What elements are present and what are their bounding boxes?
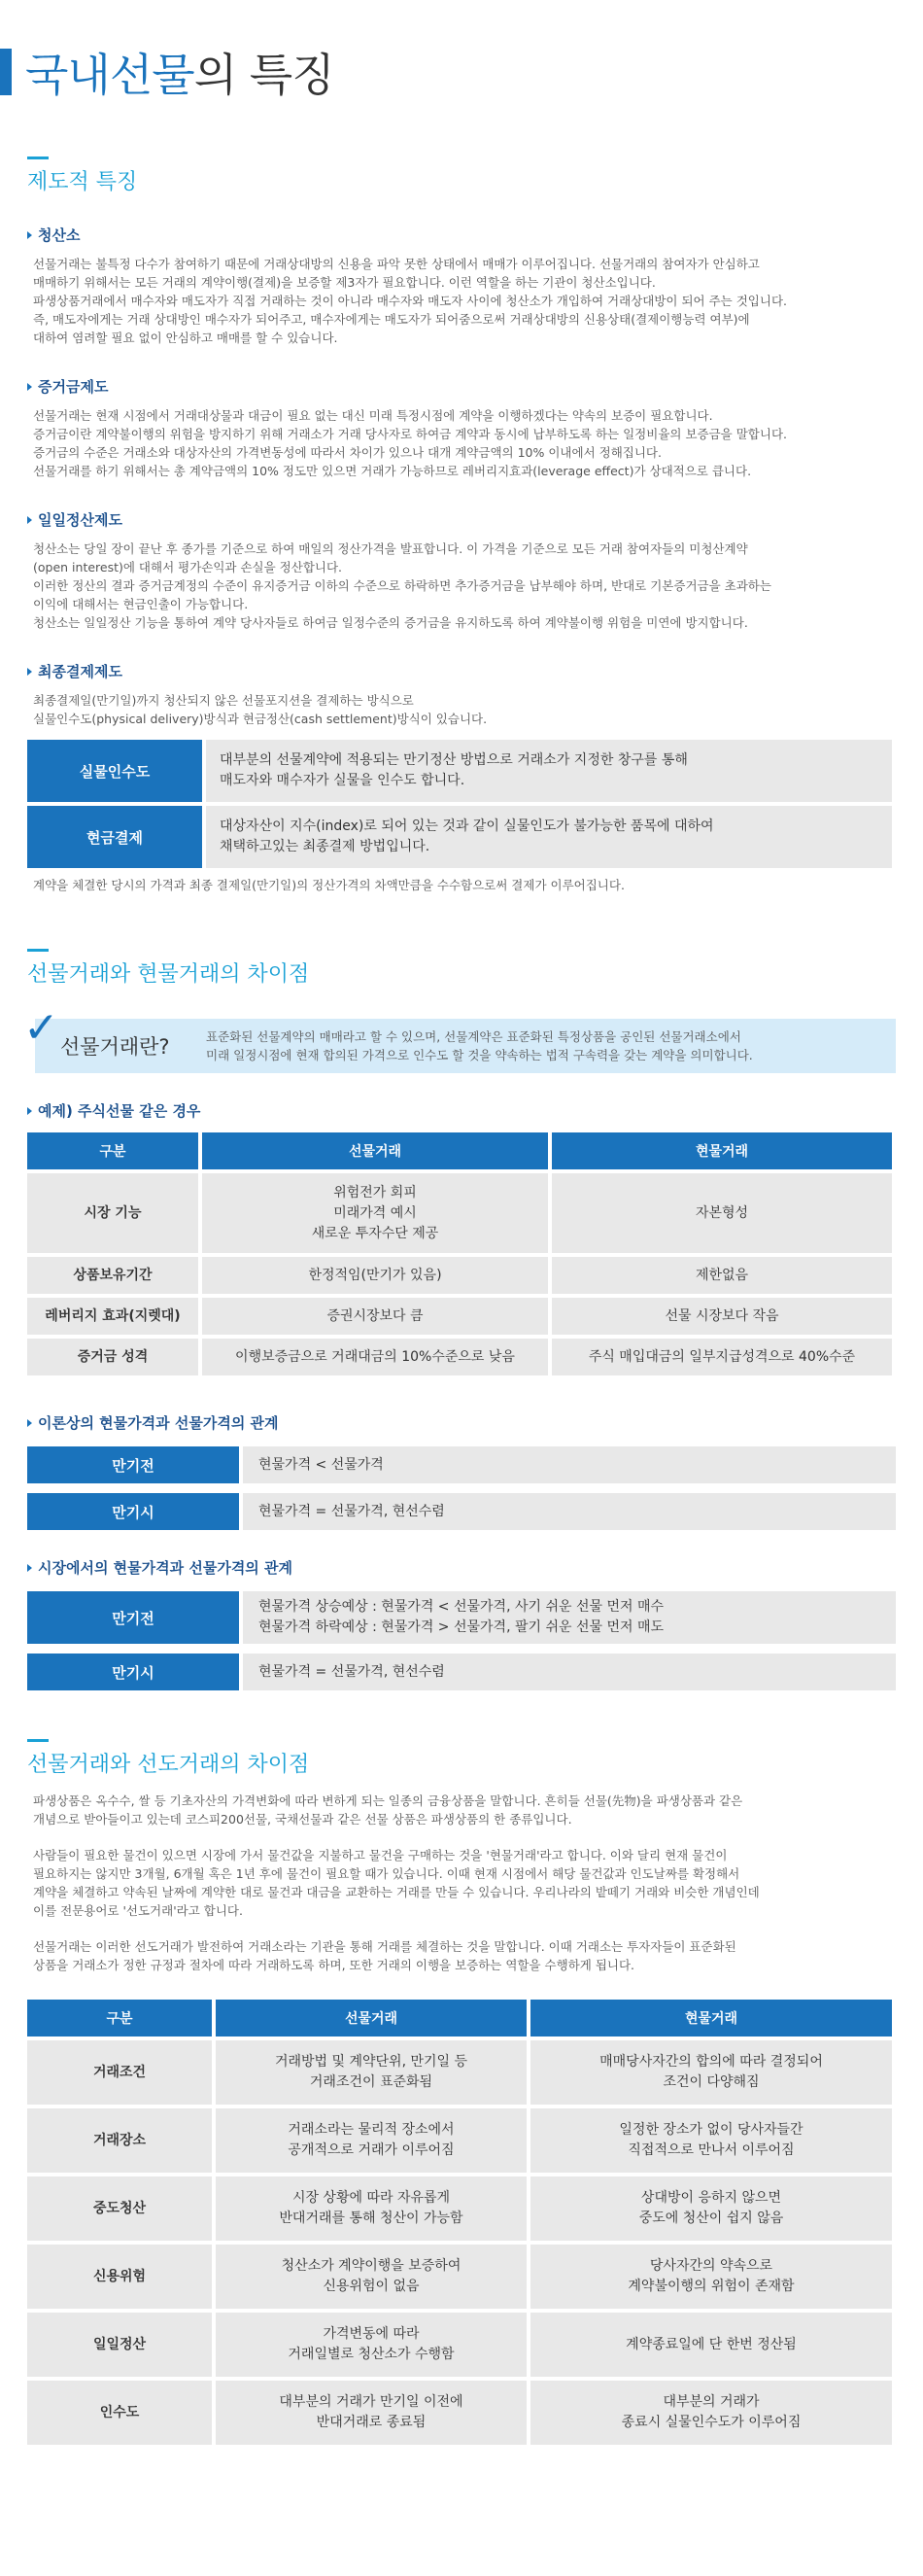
triangle-bullet-icon — [27, 516, 32, 524]
triangle-bullet-icon — [27, 668, 32, 676]
table-row — [27, 2108, 892, 2173]
table-cell: 선물 시장보다 작음 — [552, 1298, 892, 1335]
text-line: 반대거래로 종료됨 — [316, 2415, 427, 2430]
sub-heading-text: 증거금제도 — [38, 378, 109, 396]
triangle-bullet-icon — [27, 1564, 32, 1572]
table-row — [27, 1339, 892, 1375]
text-line: 매매당사자간의 합의에 따라 결정되어 — [599, 2054, 823, 2070]
table-row — [27, 1257, 892, 1294]
table-row — [27, 2313, 892, 2377]
forward-comparison-table — [23, 1996, 896, 2449]
text-line: 파생상품거래에서 매수자와 매도자가 직접 거래하는 것이 아니라 매수자와 매도자 사이에 청산소가 개입하여 거래상대방이 되어 주는 것입니다. — [33, 294, 788, 308]
text-line: 이익에 대해서는 현금인출이 가능합니다. — [33, 597, 249, 611]
sub-heading-text: 청산소 — [38, 226, 81, 244]
callout-text — [206, 1027, 753, 1064]
row-label: 중도청산 — [27, 2176, 212, 2241]
section-rule — [27, 1739, 49, 1742]
relation-head: 만기전 — [27, 1446, 239, 1483]
text-line: 계약을 체결한 당시의 가격과 최종 결제일(만기일)의 정산가격의 차액만큼을 수수함으로써 결제가 이루어집니다. — [33, 878, 625, 892]
title-highlight: 국내선물 — [25, 49, 194, 101]
table-cell — [216, 2313, 527, 2377]
text-line: 파생상품은 옥수수, 쌀 등 기초자산의 가격변화에 따라 변하게 되는 일종의 금융상품을 말합니다. 흔히들 선물(先物)을 파생상품과 같은 — [33, 1793, 743, 1808]
sub-heading — [27, 376, 896, 397]
table-cell — [530, 2040, 892, 2105]
comparison-table — [23, 1129, 896, 1379]
table-cell — [216, 2108, 527, 2173]
settlement-row-body — [206, 740, 892, 802]
relation-row — [27, 1446, 896, 1483]
sub-heading — [27, 1100, 896, 1121]
row-label: 신용위험 — [27, 2245, 212, 2309]
settlement-table — [27, 740, 892, 868]
paragraph — [27, 876, 896, 894]
table-row — [27, 2245, 892, 2309]
relation-row — [27, 1654, 896, 1690]
text-line: 대부분의 거래가 — [663, 2394, 760, 2410]
text-line: 채택하고있는 최종결제 방법입니다. — [220, 839, 430, 854]
table-cell: 주식 매입대금의 일부지급성격으로 40%수준 — [552, 1339, 892, 1375]
text-line: 계약을 체결하고 약속된 날짜에 계약한 대로 물건과 대금을 교환하는 거래를 만들 수 있습니다. 우리나라의 밭떼기 거래와 비슷한 개념인데 — [33, 1885, 760, 1899]
sub-heading-text: 시장에서의 현물가격과 선물가격의 관계 — [38, 1559, 292, 1577]
text-line: 최종결제일(만기일)까지 청산되지 않은 선물포지션을 결제하는 방식으로 — [33, 693, 414, 708]
relation-head: 만기전 — [27, 1591, 239, 1644]
callout-box — [35, 1019, 896, 1073]
table-cell: 계약종료일에 단 한번 정산됨 — [530, 2313, 892, 2377]
text-line: 증거금이란 계약불이행의 위험을 방지하기 위해 거래소가 거래 당사자로 하여금 계약과 동시에 납부하도록 하는 일정비율의 보증금을 말합니다. — [33, 427, 788, 441]
sub-heading — [27, 509, 896, 530]
paragraph — [27, 1846, 896, 1920]
sub-theory — [27, 1412, 896, 1530]
checkmark-icon: ✓ — [23, 1003, 59, 1053]
text-line: 미래 일정시점에 현재 합의된 가격으로 인수도 할 것을 약속하는 법적 구속력을 갖는 계약을 의미합니다. — [206, 1048, 753, 1062]
text-line: 조건이 다양해짐 — [663, 2074, 760, 2090]
sub-heading — [27, 1412, 896, 1433]
text-line: 표준화된 선물계약의 매매라고 할 수 있으며, 선물계약은 표준화된 특정상품을 공인된 선물거래소에서 — [206, 1029, 741, 1044]
triangle-bullet-icon — [27, 383, 32, 391]
table-cell — [530, 2176, 892, 2241]
sub-heading-text: 이론상의 현물가격과 선물가격의 관계 — [38, 1414, 279, 1432]
text-line: 청산소는 일일정산 기능을 통하여 계약 당사자들로 하여금 일정수준의 증거금을 유지하도록 하여 계약불이행 위험을 미연에 방지합니다. — [33, 615, 748, 630]
page-title — [25, 40, 334, 104]
sub-heading — [27, 225, 896, 245]
table-cell — [216, 2040, 527, 2105]
section-title: 제도적 특징 — [27, 170, 138, 194]
text-line: 종료시 실물인수도가 이루어짐 — [621, 2415, 802, 2430]
table-cell: 이행보증금으로 거래대금의 10%수준으로 낮음 — [202, 1339, 548, 1375]
table-row — [27, 2176, 892, 2241]
text-line: 대부분의 선물계약에 적용되는 만기정산 방법으로 거래소가 지정한 창구를 통해 — [220, 752, 688, 768]
row-label: 거래장소 — [27, 2108, 212, 2173]
row-label: 레버리지 효과(지렛대) — [27, 1298, 198, 1335]
text-line: 증거금의 수준은 거래소와 대상자산의 가격변동성에 따라서 차이가 있으나 대개 계약금액의 10% 이내에서 정해집니다. — [33, 445, 662, 460]
row-label: 시장 기능 — [27, 1173, 198, 1253]
sub-final — [27, 661, 896, 894]
paragraph — [27, 540, 896, 632]
settlement-row-body — [206, 806, 892, 868]
table-row — [27, 2040, 892, 2105]
text-line: 실물인수도(physical delivery)방식과 현금정산(cash settlement)방식이 있습니다. — [33, 712, 488, 726]
table-header-row — [27, 2000, 892, 2036]
row-label: 증거금 성격 — [27, 1339, 198, 1375]
text-line: 가격변동에 따라 — [323, 2326, 420, 2342]
text-line: 대부분의 거래가 만기일 이전에 — [279, 2394, 463, 2410]
title-rest: 의 특징 — [193, 49, 334, 101]
paragraph — [27, 1937, 896, 1974]
triangle-bullet-icon — [27, 1107, 32, 1115]
section-title: 선물거래와 현물거래의 차이점 — [27, 962, 310, 987]
text-line: (open interest)에 대해서 평가손익과 손실을 정산합니다. — [33, 560, 343, 574]
section-futures-vs-spot — [23, 949, 896, 1690]
sub-heading-text: 최종결제제도 — [38, 663, 122, 680]
text-line: 신용위험이 없음 — [323, 2279, 420, 2294]
text-line: 상대방이 응하지 않으면 — [640, 2190, 782, 2206]
text-line: 매도자와 매수자가 실물을 인수도 합니다. — [220, 773, 465, 788]
settlement-row — [27, 806, 892, 868]
text-line: 거래방법 및 계약단위, 만기일 등 — [274, 2054, 468, 2070]
paragraph — [27, 255, 896, 347]
text-line: 당사자간의 약속으로 — [649, 2258, 773, 2274]
text-line: 계약불이행의 위험이 존재함 — [628, 2279, 795, 2294]
triangle-bullet-icon — [27, 231, 32, 239]
section-rule — [27, 157, 49, 159]
sub-heading-text: 예제) 주식선물 같은 경우 — [38, 1102, 201, 1120]
text-line: 공개적으로 거래가 이루어짐 — [288, 2142, 455, 2158]
text-line: 선물거래는 이러한 선도거래가 발전하여 거래소라는 기관을 통해 거래를 체결하는 것을 말합니다. 이때 거래소는 투자자들이 표준화된 — [33, 1939, 736, 1954]
table-cell: 증권시장보다 큼 — [202, 1298, 548, 1335]
table-row — [27, 1298, 892, 1335]
table-cell — [202, 1173, 548, 1253]
row-label: 일일정산 — [27, 2313, 212, 2377]
text-line: 즉, 매도자에게는 거래 상대방인 매수자가 되어주고, 매수자에게는 매도자가 되어줌으로써 거래상대방의 신용상태(결제이행능력 여부)에 — [33, 312, 750, 327]
sub-heading — [27, 1557, 896, 1578]
text-line: 선물거래를 하기 위해서는 총 계약금액의 10% 정도만 있으면 거래가 가능하므로 레버리지효과(leverage effect)가 상대적으로 큽니다. — [33, 464, 752, 478]
relation-body: 현물가격 = 선물가격, 현선수렴 — [243, 1654, 896, 1690]
text-line: 사람들이 필요한 물건이 있으면 시장에 가서 물건값을 지불하고 물건을 구매하는 것을 '현물거래'라고 합니다. 이와 달리 현재 물건이 — [33, 1848, 728, 1862]
sub-market — [27, 1557, 896, 1690]
row-label: 인수도 — [27, 2381, 212, 2445]
text-line: 거래조건이 표준화됨 — [309, 2074, 433, 2090]
text-line: 이를 전문용어로 '선도거래'라고 합니다. — [33, 1903, 243, 1918]
table-cell — [530, 2245, 892, 2309]
title-accent-bar — [0, 49, 12, 95]
section-title: 선물거래와 선도거래의 차이점 — [27, 1753, 310, 1777]
text-line: 새로운 투자수단 제공 — [311, 1225, 439, 1241]
sub-clearing — [27, 225, 896, 347]
table-cell: 자본형성 — [552, 1173, 892, 1253]
text-line: 거래일별로 청산소가 수행함 — [288, 2347, 455, 2362]
column-header: 현물거래 — [530, 2000, 892, 2036]
table-cell: 제한없음 — [552, 1257, 892, 1294]
section-institutional — [27, 157, 896, 894]
settlement-row-head: 실물인수도 — [27, 740, 202, 802]
text-line: 청산소는 당일 장이 끝난 후 종가를 기준으로 하여 매일의 정산가격을 발표합니다. 이 가격을 기준으로 모든 거래 참여자들의 미청산계약 — [33, 541, 748, 556]
table-header-row — [27, 1132, 892, 1169]
text-line: 선물거래는 불특정 다수가 참여하기 때문에 거래상대방의 신용을 파악 못한 상태에서 매매가 이루어집니다. 선물거래의 참여자가 안심하고 — [33, 257, 760, 271]
text-line: 위험전가 회피 — [333, 1184, 417, 1201]
table-cell — [216, 2245, 527, 2309]
text-line: 직접적으로 만나서 이루어짐 — [628, 2142, 795, 2158]
table-row — [27, 2381, 892, 2445]
text-line: 미래가격 예시 — [333, 1204, 417, 1221]
column-header: 현물거래 — [552, 1132, 892, 1169]
relation-head: 만기시 — [27, 1654, 239, 1690]
text-line: 청산소가 계약이행을 보증하여 — [281, 2258, 462, 2274]
relation-table — [27, 1446, 896, 1530]
text-line: 선물거래는 현재 시점에서 거래대상물과 대금이 필요 없는 대신 미래 특정시점에 계약을 이행하겠다는 약속의 보증이 필요합니다. — [33, 408, 713, 423]
section-rule — [27, 949, 49, 952]
sub-heading-text: 일일정산제도 — [38, 511, 122, 529]
relation-body: 현물가격 = 선물가격, 현선수렴 — [243, 1493, 896, 1530]
text-line: 거래소라는 물리적 장소에서 — [288, 2122, 455, 2138]
column-header: 구분 — [27, 1132, 198, 1169]
table-cell — [530, 2381, 892, 2445]
table-cell — [530, 2108, 892, 2173]
column-header: 선물거래 — [216, 2000, 527, 2036]
table-cell: 한정적임(만기가 있음) — [202, 1257, 548, 1294]
text-line: 현물가격 하락예상 : 현물가격 > 선물가격, 팔기 쉬운 선물 먼저 매도 — [258, 1619, 665, 1635]
text-line: 상품을 거래소가 정한 규정과 절차에 따라 거래하도록 하며, 또한 거래의 이행을 보증하는 역할을 수행하게 됩니다. — [33, 1958, 635, 1972]
relation-body — [243, 1591, 896, 1644]
sub-margin — [27, 376, 896, 480]
callout-label: 선물거래란? — [60, 1035, 170, 1059]
text-line: 매매하기 위해서는 모든 거래의 계약이행(결제)을 보증할 제3자가 필요합니다. 이런 역할을 하는 기관이 청산소입니다. — [33, 275, 656, 290]
triangle-bullet-icon — [27, 1419, 32, 1427]
sub-daily — [27, 509, 896, 632]
section-futures-vs-forward — [27, 1739, 896, 2449]
settlement-row-head: 현금결제 — [27, 806, 202, 868]
text-line: 일정한 장소가 없이 당사자들간 — [619, 2122, 803, 2138]
text-line: 시장 상황에 따라 자유롭게 — [291, 2190, 451, 2206]
paragraph — [27, 1792, 896, 1828]
text-line: 중도에 청산이 쉽지 않음 — [638, 2210, 784, 2226]
settlement-row — [27, 740, 892, 802]
text-line: 개념으로 받아들이고 있는데 코스피200선물, 국채선물과 같은 선물 상품은 파생상품의 한 종류입니다. — [33, 1812, 572, 1827]
row-label: 상품보유기간 — [27, 1257, 198, 1294]
row-label: 거래조건 — [27, 2040, 212, 2105]
relation-head: 만기시 — [27, 1493, 239, 1530]
text-line: 대상자산이 지수(index)로 되어 있는 것과 같이 실물인도가 불가능한 품목에 대하여 — [220, 818, 714, 834]
relation-row — [27, 1591, 896, 1644]
paragraph — [27, 406, 896, 480]
text-line: 반대거래를 통해 청산이 가능함 — [279, 2210, 463, 2226]
text-line: 필요하지는 않지만 3개월, 6개월 혹은 1년 후에 물건이 필요할 때가 있습니다. 이때 현재 시점에서 해당 물건값과 인도날짜를 확정해서 — [33, 1866, 740, 1881]
text-line: 이러한 정산의 결과 증거금계정의 수준이 유지증거금 이하의 수준으로 하락하면 추가증거금을 납부해야 하며, 반대로 기본증거금을 초과하는 — [33, 578, 771, 593]
table-row — [27, 1173, 892, 1253]
paragraph — [27, 691, 896, 728]
column-header: 선물거래 — [202, 1132, 548, 1169]
text-line: 현물가격 상승예상 : 현물가격 < 선물가격, 사기 쉬운 선물 먼저 매수 — [258, 1599, 665, 1615]
column-header: 구분 — [27, 2000, 212, 2036]
page-header — [0, 34, 896, 110]
table-cell — [216, 2176, 527, 2241]
sub-heading — [27, 661, 896, 681]
definition-callout — [23, 1003, 896, 1075]
text-line: 대하여 염려할 필요 없이 안심하고 매매를 할 수 있습니다. — [33, 331, 338, 345]
relation-body: 현물가격 < 선물가격 — [243, 1446, 896, 1483]
relation-row — [27, 1493, 896, 1530]
sub-example — [27, 1100, 896, 1379]
table-cell — [216, 2381, 527, 2445]
relation-table — [27, 1591, 896, 1690]
